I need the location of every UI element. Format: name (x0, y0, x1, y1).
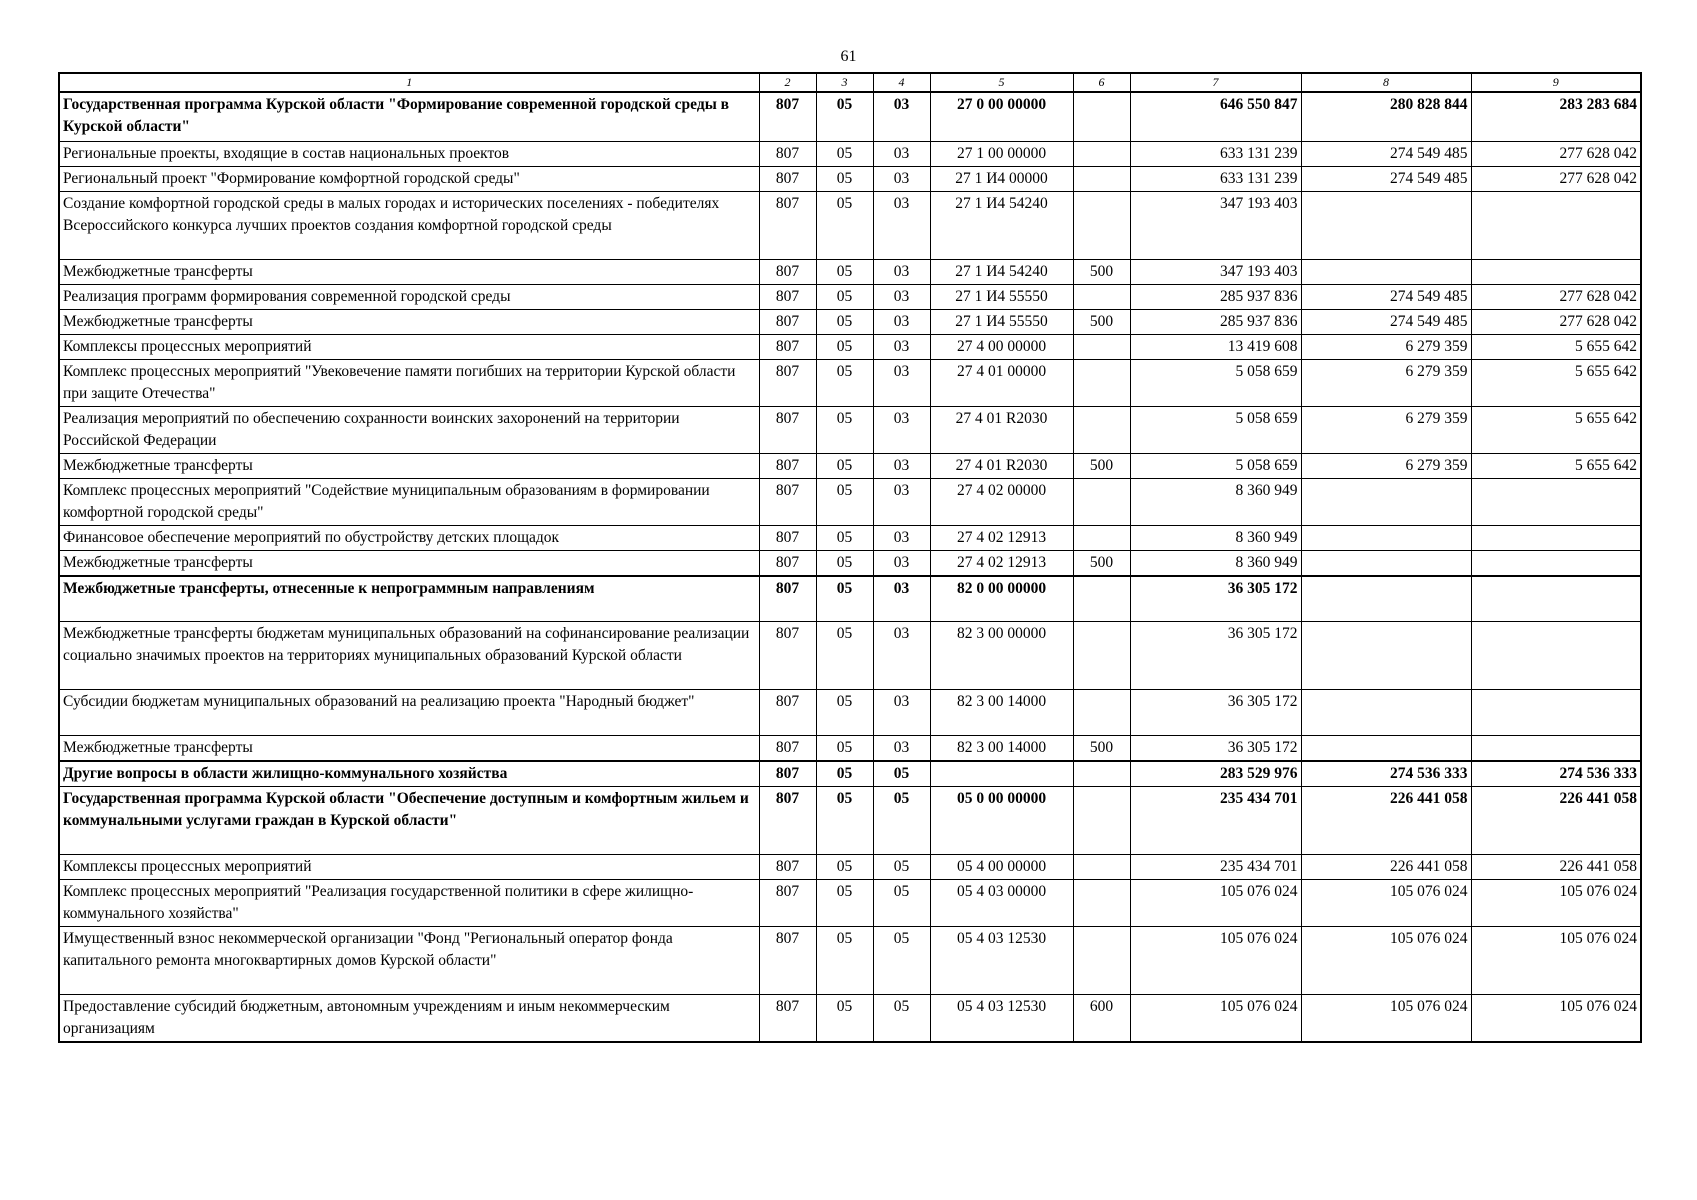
amount-col9-cell: 105 076 024 (1471, 995, 1641, 1043)
expense-type-cell: 500 (1073, 309, 1130, 334)
amount-col9-cell (1471, 525, 1641, 550)
target-article-cell: 27 1 И4 54240 (930, 191, 1073, 259)
admin-code-cell: 807 (759, 690, 816, 736)
amount-col8-cell: 105 076 024 (1301, 995, 1471, 1043)
admin-code-cell: 807 (759, 92, 816, 141)
admin-code-cell: 807 (759, 453, 816, 478)
admin-code-cell: 807 (759, 478, 816, 525)
table-row (59, 359, 1641, 406)
amount-col8-cell (1301, 525, 1471, 550)
subsection-cell: 03 (873, 525, 930, 550)
section-cell: 05 (816, 576, 873, 622)
subsection-cell: 03 (873, 576, 930, 622)
expense-type-cell: 500 (1073, 736, 1130, 762)
amount-col9-cell: 277 628 042 (1471, 284, 1641, 309)
target-article-cell: 05 4 03 00000 (930, 880, 1073, 927)
column-header-3: 3 (816, 73, 873, 92)
amount-col7-cell: 5 058 659 (1130, 453, 1301, 478)
subsection-cell: 05 (873, 880, 930, 927)
expense-type-cell (1073, 525, 1130, 550)
amount-col9-cell: 5 655 642 (1471, 406, 1641, 453)
column-header-5: 5 (930, 73, 1073, 92)
subsection-cell: 03 (873, 359, 930, 406)
target-article-cell: 27 4 01 R2030 (930, 406, 1073, 453)
section-cell: 05 (816, 191, 873, 259)
column-number-row (59, 73, 1641, 92)
amount-col8-cell: 274 549 485 (1301, 166, 1471, 191)
subsection-cell: 03 (873, 191, 930, 259)
admin-code-cell: 807 (759, 191, 816, 259)
subsection-cell: 05 (873, 855, 930, 880)
table-row (59, 259, 1641, 284)
amount-col8-cell (1301, 736, 1471, 762)
subsection-cell: 03 (873, 259, 930, 284)
column-header-6: 6 (1073, 73, 1130, 92)
amount-col9-cell: 5 655 642 (1471, 334, 1641, 359)
subsection-cell: 03 (873, 166, 930, 191)
description-cell: Межбюджетные трансферты (59, 453, 759, 478)
expense-type-cell: 500 (1073, 550, 1130, 576)
subsection-cell: 03 (873, 284, 930, 309)
subsection-cell: 03 (873, 334, 930, 359)
admin-code-cell: 807 (759, 880, 816, 927)
section-cell: 05 (816, 309, 873, 334)
description-cell: Комплекс процессных мероприятий "Увековечение памяти погибших на территории Курской области при защите Отечества" (59, 359, 759, 406)
amount-col8-cell: 274 549 485 (1301, 141, 1471, 166)
amount-col9-cell (1471, 550, 1641, 576)
amount-col9-cell: 274 536 333 (1471, 761, 1641, 787)
target-article-cell: 05 0 00 00000 (930, 787, 1073, 855)
expense-type-cell (1073, 406, 1130, 453)
section-cell: 05 (816, 855, 873, 880)
description-cell: Предоставление субсидий бюджетным, автономным учреждениям и иным некоммерческим организациям (59, 995, 759, 1043)
subsection-cell: 03 (873, 478, 930, 525)
amount-col8-cell: 105 076 024 (1301, 927, 1471, 995)
table-row (59, 995, 1641, 1043)
target-article-cell: 82 0 00 00000 (930, 576, 1073, 622)
amount-col8-cell: 6 279 359 (1301, 453, 1471, 478)
expense-type-cell (1073, 622, 1130, 690)
admin-code-cell: 807 (759, 406, 816, 453)
target-article-cell (930, 761, 1073, 787)
section-cell: 05 (816, 550, 873, 576)
amount-col8-cell: 274 549 485 (1301, 284, 1471, 309)
admin-code-cell: 807 (759, 855, 816, 880)
table-row (59, 761, 1641, 787)
amount-col8-cell (1301, 191, 1471, 259)
amount-col7-cell: 105 076 024 (1130, 995, 1301, 1043)
amount-col7-cell: 285 937 836 (1130, 309, 1301, 334)
subsection-cell: 03 (873, 309, 930, 334)
admin-code-cell: 807 (759, 622, 816, 690)
amount-col9-cell: 105 076 024 (1471, 880, 1641, 927)
column-header-8: 8 (1301, 73, 1471, 92)
amount-col7-cell: 36 305 172 (1130, 736, 1301, 762)
expense-type-cell (1073, 761, 1130, 787)
table-row (59, 309, 1641, 334)
subsection-cell: 03 (873, 622, 930, 690)
section-cell: 05 (816, 92, 873, 141)
target-article-cell: 27 1 И4 54240 (930, 259, 1073, 284)
amount-col8-cell (1301, 622, 1471, 690)
amount-col7-cell: 105 076 024 (1130, 880, 1301, 927)
amount-col7-cell: 105 076 024 (1130, 927, 1301, 995)
target-article-cell: 27 1 И4 55550 (930, 309, 1073, 334)
amount-col9-cell (1471, 576, 1641, 622)
budget-table (58, 72, 1642, 1043)
admin-code-cell: 807 (759, 576, 816, 622)
target-article-cell: 27 4 02 12913 (930, 550, 1073, 576)
expense-type-cell (1073, 284, 1130, 309)
subsection-cell: 05 (873, 761, 930, 787)
amount-col8-cell: 280 828 844 (1301, 92, 1471, 141)
target-article-cell: 27 4 00 00000 (930, 334, 1073, 359)
target-article-cell: 82 3 00 00000 (930, 622, 1073, 690)
table-row (59, 855, 1641, 880)
description-cell: Комплекс процессных мероприятий "Реализация государственной политики в сфере жилищно-коммунального хозяйства" (59, 880, 759, 927)
expense-type-cell: 500 (1073, 453, 1130, 478)
target-article-cell: 82 3 00 14000 (930, 736, 1073, 762)
subsection-cell: 03 (873, 406, 930, 453)
subsection-cell: 03 (873, 453, 930, 478)
target-article-cell: 82 3 00 14000 (930, 690, 1073, 736)
amount-col7-cell: 285 937 836 (1130, 284, 1301, 309)
amount-col7-cell: 235 434 701 (1130, 855, 1301, 880)
amount-col7-cell: 347 193 403 (1130, 259, 1301, 284)
description-cell: Межбюджетные трансферты (59, 550, 759, 576)
section-cell: 05 (816, 525, 873, 550)
column-header-9: 9 (1471, 73, 1641, 92)
section-cell: 05 (816, 787, 873, 855)
target-article-cell: 05 4 03 12530 (930, 927, 1073, 995)
expense-type-cell (1073, 690, 1130, 736)
description-cell: Региональные проекты, входящие в состав национальных проектов (59, 141, 759, 166)
amount-col9-cell (1471, 191, 1641, 259)
expense-type-cell: 500 (1073, 259, 1130, 284)
table-row (59, 927, 1641, 995)
amount-col7-cell: 36 305 172 (1130, 690, 1301, 736)
table-row (59, 880, 1641, 927)
amount-col7-cell: 36 305 172 (1130, 622, 1301, 690)
table-body (59, 92, 1641, 1042)
table-row (59, 690, 1641, 736)
subsection-cell: 05 (873, 927, 930, 995)
amount-col9-cell (1471, 690, 1641, 736)
section-cell: 05 (816, 761, 873, 787)
description-cell: Имущественный взнос некоммерческой организации "Фонд "Региональный оператор фонда капитального ремонта многоквартирных домов Курской области" (59, 927, 759, 995)
section-cell: 05 (816, 166, 873, 191)
section-cell: 05 (816, 406, 873, 453)
subsection-cell: 03 (873, 690, 930, 736)
subsection-cell: 03 (873, 141, 930, 166)
target-article-cell: 27 1 И4 00000 (930, 166, 1073, 191)
expense-type-cell (1073, 787, 1130, 855)
table-row (59, 191, 1641, 259)
amount-col7-cell: 13 419 608 (1130, 334, 1301, 359)
amount-col7-cell: 8 360 949 (1130, 550, 1301, 576)
admin-code-cell: 807 (759, 309, 816, 334)
expense-type-cell (1073, 359, 1130, 406)
table-row (59, 525, 1641, 550)
section-cell: 05 (816, 453, 873, 478)
section-cell: 05 (816, 995, 873, 1043)
table-row (59, 736, 1641, 762)
amount-col9-cell (1471, 259, 1641, 284)
amount-col7-cell: 5 058 659 (1130, 406, 1301, 453)
admin-code-cell: 807 (759, 166, 816, 191)
expense-type-cell (1073, 191, 1130, 259)
section-cell: 05 (816, 880, 873, 927)
description-cell: Межбюджетные трансферты (59, 309, 759, 334)
amount-col7-cell: 36 305 172 (1130, 576, 1301, 622)
table-row (59, 166, 1641, 191)
amount-col7-cell: 8 360 949 (1130, 525, 1301, 550)
target-article-cell: 05 4 03 12530 (930, 995, 1073, 1043)
description-cell: Комплексы процессных мероприятий (59, 855, 759, 880)
page-number: 61 (840, 48, 857, 65)
expense-type-cell (1073, 880, 1130, 927)
target-article-cell: 27 4 02 00000 (930, 478, 1073, 525)
amount-col8-cell (1301, 690, 1471, 736)
amount-col9-cell (1471, 736, 1641, 762)
amount-col8-cell (1301, 478, 1471, 525)
description-cell: Государственная программа Курской области "Обеспечение доступным и комфортным жильем и коммунальными услугами граждан в Курской области" (59, 787, 759, 855)
description-cell: Реализация мероприятий по обеспечению сохранности воинских захоронений на территории Российской Федерации (59, 406, 759, 453)
admin-code-cell: 807 (759, 259, 816, 284)
description-cell: Комплексы процессных мероприятий (59, 334, 759, 359)
amount-col9-cell: 226 441 058 (1471, 787, 1641, 855)
description-cell: Межбюджетные трансферты (59, 259, 759, 284)
expense-type-cell: 600 (1073, 995, 1130, 1043)
admin-code-cell: 807 (759, 334, 816, 359)
description-cell: Финансовое обеспечение мероприятий по обустройству детских площадок (59, 525, 759, 550)
description-cell: Создание комфортной городской среды в малых городах и исторических поселениях - победителях Всероссийского конкурса лучших проектов создания комфортной городской среды (59, 191, 759, 259)
amount-col8-cell: 274 536 333 (1301, 761, 1471, 787)
target-article-cell: 27 4 01 00000 (930, 359, 1073, 406)
amount-col9-cell: 283 283 684 (1471, 92, 1641, 141)
target-article-cell: 27 1 00 00000 (930, 141, 1073, 166)
amount-col8-cell (1301, 259, 1471, 284)
amount-col8-cell: 226 441 058 (1301, 855, 1471, 880)
admin-code-cell: 807 (759, 761, 816, 787)
admin-code-cell: 807 (759, 787, 816, 855)
column-header-4: 4 (873, 73, 930, 92)
section-cell: 05 (816, 141, 873, 166)
column-header-1: 1 (59, 73, 759, 92)
table-row (59, 622, 1641, 690)
amount-col7-cell: 633 131 239 (1130, 166, 1301, 191)
expense-type-cell (1073, 927, 1130, 995)
amount-col9-cell: 277 628 042 (1471, 309, 1641, 334)
section-cell: 05 (816, 736, 873, 762)
expense-type-cell (1073, 141, 1130, 166)
target-article-cell: 27 1 И4 55550 (930, 284, 1073, 309)
amount-col7-cell: 633 131 239 (1130, 141, 1301, 166)
column-header-2: 2 (759, 73, 816, 92)
table-row (59, 406, 1641, 453)
amount-col9-cell: 5 655 642 (1471, 359, 1641, 406)
target-article-cell: 27 4 02 12913 (930, 525, 1073, 550)
table-row (59, 141, 1641, 166)
admin-code-cell: 807 (759, 141, 816, 166)
amount-col8-cell: 6 279 359 (1301, 334, 1471, 359)
table-row (59, 334, 1641, 359)
table-row (59, 550, 1641, 576)
target-article-cell: 27 0 00 00000 (930, 92, 1073, 141)
admin-code-cell: 807 (759, 550, 816, 576)
description-cell: Государственная программа Курской области "Формирование современной городской среды в Курской области" (59, 92, 759, 141)
section-cell: 05 (816, 690, 873, 736)
admin-code-cell: 807 (759, 995, 816, 1043)
subsection-cell: 03 (873, 92, 930, 141)
expense-type-cell (1073, 334, 1130, 359)
expense-type-cell (1073, 166, 1130, 191)
amount-col8-cell: 274 549 485 (1301, 309, 1471, 334)
section-cell: 05 (816, 334, 873, 359)
amount-col7-cell: 5 058 659 (1130, 359, 1301, 406)
amount-col8-cell (1301, 550, 1471, 576)
amount-col9-cell (1471, 478, 1641, 525)
description-cell: Межбюджетные трансферты бюджетам муниципальных образований на софинансирование реализации социально значимых проектов на территориях муниципальных образований Курской области (59, 622, 759, 690)
table-row (59, 787, 1641, 855)
amount-col7-cell: 235 434 701 (1130, 787, 1301, 855)
subsection-cell: 05 (873, 787, 930, 855)
amount-col9-cell: 226 441 058 (1471, 855, 1641, 880)
amount-col9-cell: 277 628 042 (1471, 141, 1641, 166)
section-cell: 05 (816, 359, 873, 406)
amount-col7-cell: 8 360 949 (1130, 478, 1301, 525)
admin-code-cell: 807 (759, 284, 816, 309)
table-row (59, 576, 1641, 622)
section-cell: 05 (816, 622, 873, 690)
amount-col9-cell: 105 076 024 (1471, 927, 1641, 995)
amount-col7-cell: 646 550 847 (1130, 92, 1301, 141)
expense-type-cell (1073, 92, 1130, 141)
description-cell: Региональный проект "Формирование комфортной городской среды" (59, 166, 759, 191)
admin-code-cell: 807 (759, 927, 816, 995)
target-article-cell: 27 4 01 R2030 (930, 453, 1073, 478)
expense-type-cell (1073, 478, 1130, 525)
amount-col8-cell: 6 279 359 (1301, 406, 1471, 453)
section-cell: 05 (816, 478, 873, 525)
description-cell: Комплекс процессных мероприятий "Содействие муниципальным образованиям в формировании комфортной городской среды" (59, 478, 759, 525)
amount-col7-cell: 347 193 403 (1130, 191, 1301, 259)
amount-col9-cell: 5 655 642 (1471, 453, 1641, 478)
description-cell: Субсидии бюджетам муниципальных образований на реализацию проекта "Народный бюджет" (59, 690, 759, 736)
subsection-cell: 03 (873, 736, 930, 762)
admin-code-cell: 807 (759, 736, 816, 762)
admin-code-cell: 807 (759, 525, 816, 550)
table-row (59, 453, 1641, 478)
amount-col9-cell (1471, 622, 1641, 690)
table-row (59, 92, 1641, 141)
subsection-cell: 05 (873, 995, 930, 1043)
amount-col8-cell (1301, 576, 1471, 622)
amount-col8-cell: 6 279 359 (1301, 359, 1471, 406)
section-cell: 05 (816, 284, 873, 309)
expense-type-cell (1073, 855, 1130, 880)
target-article-cell: 05 4 00 00000 (930, 855, 1073, 880)
section-cell: 05 (816, 259, 873, 284)
table-row (59, 478, 1641, 525)
description-cell: Реализация программ формирования современной городской среды (59, 284, 759, 309)
table-row (59, 284, 1641, 309)
expense-type-cell (1073, 576, 1130, 622)
subsection-cell: 03 (873, 550, 930, 576)
amount-col8-cell: 226 441 058 (1301, 787, 1471, 855)
amount-col9-cell: 277 628 042 (1471, 166, 1641, 191)
admin-code-cell: 807 (759, 359, 816, 406)
section-cell: 05 (816, 927, 873, 995)
amount-col8-cell: 105 076 024 (1301, 880, 1471, 927)
description-cell: Межбюджетные трансферты (59, 736, 759, 762)
amount-col7-cell: 283 529 976 (1130, 761, 1301, 787)
description-cell: Другие вопросы в области жилищно-коммунального хозяйства (59, 761, 759, 787)
column-header-7: 7 (1130, 73, 1301, 92)
description-cell: Межбюджетные трансферты, отнесенные к непрограммным направлениям (59, 576, 759, 622)
